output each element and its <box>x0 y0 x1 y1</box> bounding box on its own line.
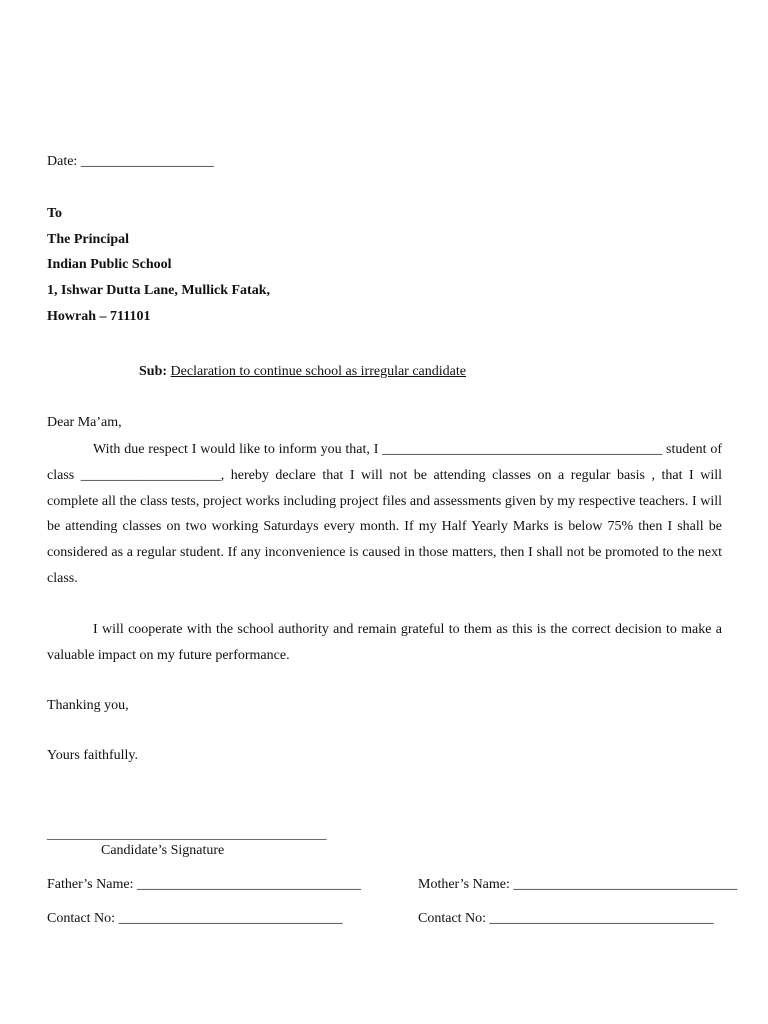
recipient-title: The Principal <box>47 232 130 247</box>
date-line: Date: ___________________ <box>47 154 214 169</box>
body-paragraph-2: I will cooperate with the school authority and remain grateful to them as this is the correct decision to make a valuable impact on my future performance. <box>47 622 722 663</box>
contact-field-right: Contact No: ________________________________ <box>418 911 714 926</box>
signature-line: ___________________________________________ <box>47 826 327 841</box>
recipient-address-line2: Howrah – 711101 <box>47 309 151 324</box>
contact-field-left: Contact No: ________________________________ <box>47 911 343 926</box>
recipient-address-line1: 1, Ishwar Dutta Lane, Mullick Fatak, <box>47 283 270 298</box>
salutation: Dear Ma’am, <box>47 415 122 430</box>
closing-sign-off: Yours faithfully. <box>47 748 139 763</box>
recipient-school: Indian Public School <box>47 257 172 272</box>
subject-label: Sub: <box>139 364 168 379</box>
recipient-to: To <box>47 206 63 221</box>
subject-line <box>139 364 466 380</box>
mother-name-field: Mother’s Name: ________________________________ <box>418 877 738 892</box>
signature-label: Candidate’s Signature <box>101 843 225 858</box>
closing-thanks: Thanking you, <box>47 698 129 713</box>
subject-text: Declaration to continue school as irregular candidate <box>170 364 466 379</box>
father-name-field: Father’s Name: ________________________________ <box>47 877 361 892</box>
body-paragraph-1: With due respect I would like to inform you that, I ________________________________________ student of class ____________________, hereby declare that I will not be attending classes on a regular basis , that I will complete all the class tests, project works including project files and assessments given by my respective teachers. I will be attending classes on two working Saturdays every month. If my Half Yearly Marks is below 75% then I shall be considered as a regular student. If any inconvenience is caused in those matters, then I shall not be promoted to the next class. <box>47 442 722 586</box>
